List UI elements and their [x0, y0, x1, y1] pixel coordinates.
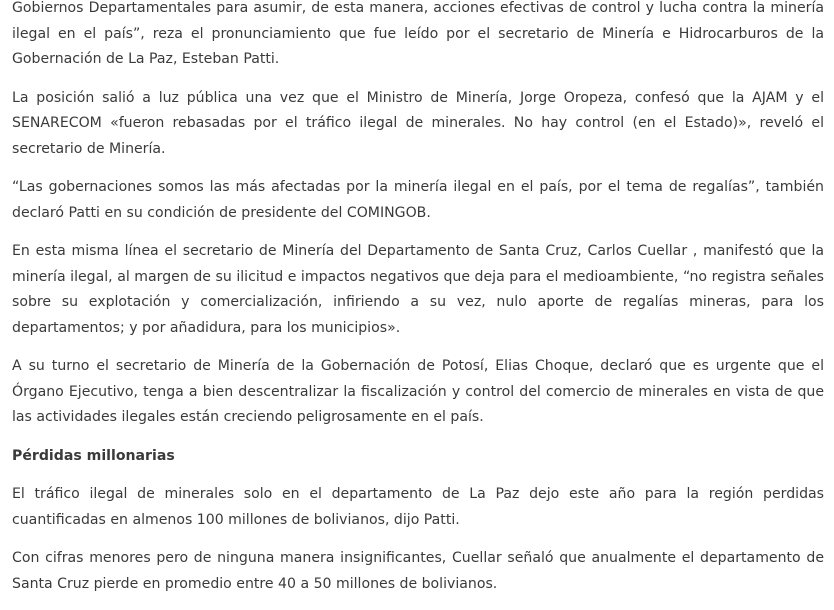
article-paragraph-1: Gobiernos Departamentales para asumir, de esta manera, acciones efectivas de control y lucha contra la minería ilegal en el país”, reza el pronunciamiento que fue leído por el secretario de Minería e Hidrocarburos de la Gobernación de La Paz, Esteban Patti.	[12, 0, 824, 67]
article-paragraph-6: El tráfico ilegal de minerales solo en el departamento de La Paz dejo este año para la región perdidas cuantificadas en almenos 100 millones de bolivianos, dijo Patti.	[12, 486, 824, 528]
article-paragraph-5: A su turno el secretario de Minería de la Gobernación de Potosí, Elias Choque, declaró que es urgente que el Órgano Ejecutivo, tenga a bien descentralizar la fiscalización y control del comercio de minerales en vista de que las actividades ilegales están creciendo peligrosamente en el país.	[12, 358, 824, 425]
article-paragraph-2: La posición salió a luz pública una vez que el Ministro de Minería, Jorge Oropeza, confesó que la AJAM y el SENARECOM «fueron rebasadas por el tráfico ilegal de minerales. No hay control (en el Estado)», reveló el secretario de Minería.	[12, 89, 824, 157]
article-paragraph-4: En esta misma línea el secretario de Minería del Departamento de Santa Cruz, Carlos Cuellar , manifestó que la minería ilegal, al margen de su ilicitud e impactos negativos que deja para el medioambiente, “no registra señales sobre su explotación y comercialización, infiriendo a su vez, nulo aporte de regalías mineras, para los departamentos; y por añadidura, para los municipios».	[12, 243, 824, 336]
article-paragraph-7: Con cifras menores pero de ninguna manera insignificantes, Cuellar señaló que anualmente el departamento de Santa Cruz pierde en promedio entre 40 a 50 millones de bolivianos.	[12, 550, 824, 592]
article-body	[12, 0, 824, 610]
article-paragraph-3: “Las gobernaciones somos las más afectadas por la minería ilegal en el país, por el tema de regalías”, también declaró Patti en su condición de presidente del COMINGOB.	[12, 179, 824, 221]
section-subheading: Pérdidas millonarias	[12, 447, 175, 464]
